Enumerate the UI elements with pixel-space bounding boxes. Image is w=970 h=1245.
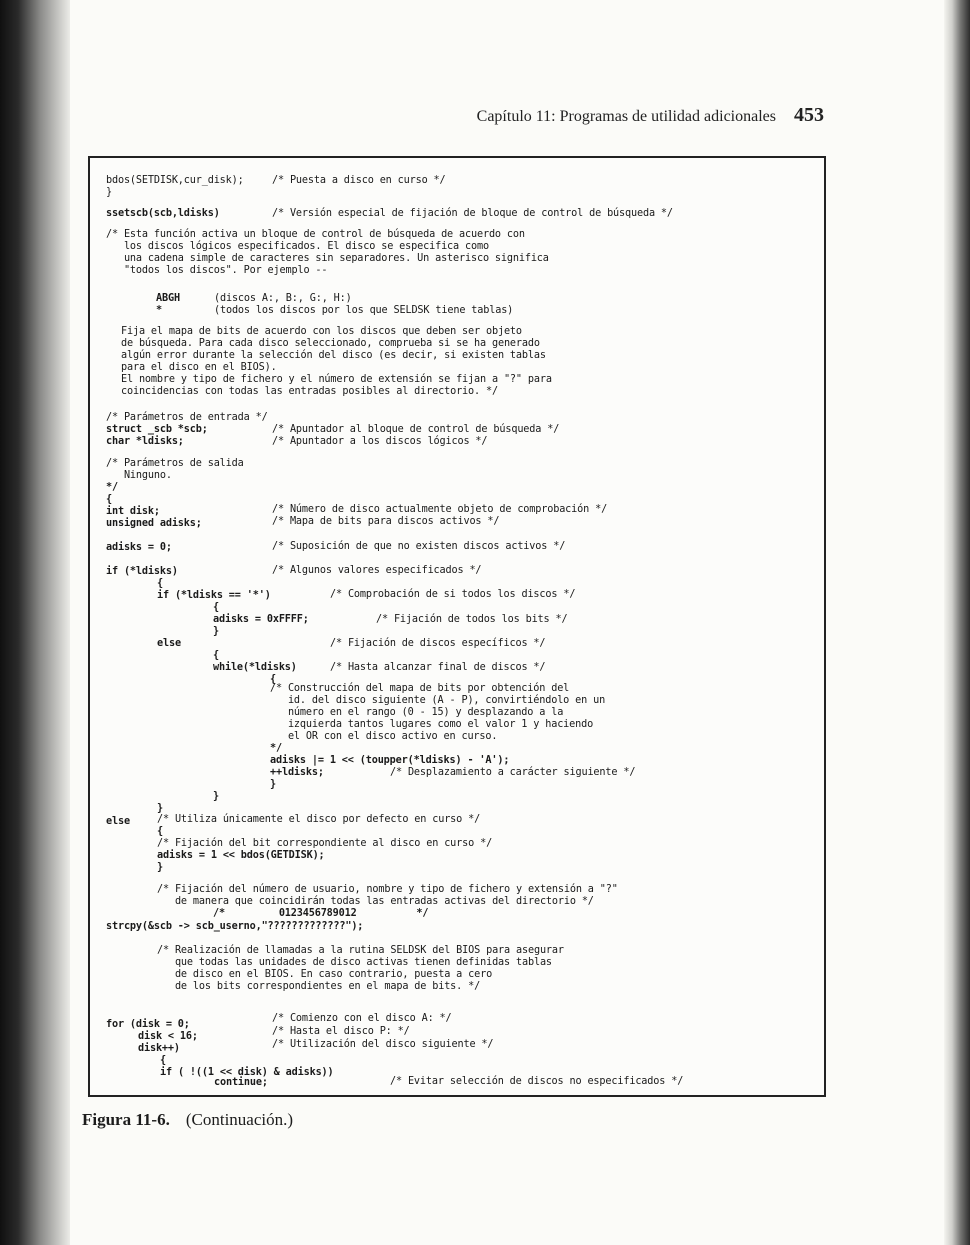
code-line: { xyxy=(157,826,163,837)
figure-caption xyxy=(82,1110,293,1130)
code-line: int disk; xyxy=(106,506,160,517)
code-line: /* Comprobación de si todos los discos */ xyxy=(330,589,576,600)
code-line: /* 0123456789012 */ xyxy=(213,908,429,919)
code-line: for (disk = 0; xyxy=(106,1019,190,1030)
code-line: /* Desplazamiento a carácter siguiente */ xyxy=(390,767,636,778)
code-line: "todos los discos". Por ejemplo -- xyxy=(106,265,328,276)
code-line: disk < 16; xyxy=(138,1031,198,1042)
code-line: de los bits correspondientes en el mapa de bits. */ xyxy=(157,981,481,992)
code-line: ABGH xyxy=(156,293,180,304)
code-line: } xyxy=(213,791,219,802)
code-line: } xyxy=(157,862,163,873)
code-line: adisks |= 1 << (toupper(*ldisks) - 'A'); xyxy=(270,755,510,766)
code-line: adisks = 0xFFFF; xyxy=(213,614,309,625)
code-line: /* Parámetros de salida xyxy=(106,458,244,469)
code-line: else xyxy=(106,816,130,827)
code-line: una cadena simple de caracteres sin separadores. Un asterisco significa xyxy=(106,253,549,264)
code-line: { xyxy=(270,674,276,685)
code-line: adisks = 1 << bdos(GETDISK); xyxy=(157,850,325,861)
code-line: /* Apuntador a los discos lógicos */ xyxy=(272,436,488,447)
code-line: de búsqueda. Para cada disco seleccionado, comprueba si se ha generado xyxy=(121,338,540,349)
code-line: /* Apuntador al bloque de control de búsqueda */ xyxy=(272,424,560,435)
code-line: if ( !((1 << disk) & adisks)) xyxy=(160,1067,334,1078)
code-line: if (*ldisks == '*') xyxy=(157,590,271,601)
code-line: /* Versión especial de fijación de bloque de control de búsqueda */ xyxy=(272,208,673,219)
code-line: * xyxy=(156,305,162,316)
chapter-title: Capítulo 11: Programas de utilidad adicionales xyxy=(476,108,776,125)
code-line: el OR con el disco activo en curso. xyxy=(270,731,498,742)
code-line: de disco en el BIOS. En caso contrario, puesta a cero xyxy=(157,969,493,980)
code-line: /* Fijación de todos los bits */ xyxy=(376,614,568,625)
code-line: algún error durante la selección del disco (es decir, si existen tablas xyxy=(121,350,546,361)
code-line: coincidencias con todas las entradas posibles al directorio. */ xyxy=(121,386,498,397)
code-line: /* Utilización del disco siguiente */ xyxy=(272,1039,494,1050)
code-line: Ninguno. xyxy=(106,470,172,481)
code-line: /* Suposición de que no existen discos activos */ xyxy=(272,541,566,552)
code-line: { xyxy=(157,578,163,589)
code-line: { xyxy=(213,602,219,613)
code-line: número en el rango (0 - 15) y desplazando a la xyxy=(270,707,564,718)
code-line: los discos lógicos especificados. El disco se especifica como xyxy=(106,241,489,252)
code-line: /* Hasta el disco P: */ xyxy=(272,1026,410,1037)
code-line: { xyxy=(160,1055,166,1066)
code-line: /* Fijación de discos específicos */ xyxy=(330,638,546,649)
code-line: /* Hasta alcanzar final de discos */ xyxy=(330,662,546,673)
code-line: /* Fijación del bit correspondiente al disco en curso */ xyxy=(157,838,493,849)
code-line: El nombre y tipo de fichero y el número de extensión se fijan a "?" para xyxy=(121,374,552,385)
code-line: /* Construcción del mapa de bits por obtención del xyxy=(270,683,570,694)
code-line: */ xyxy=(106,482,118,493)
code-line: char *ldisks; xyxy=(106,436,184,447)
code-line: } xyxy=(213,626,219,637)
code-line: continue; xyxy=(214,1077,268,1088)
code-line: Fija el mapa de bits de acuerdo con los discos que deben ser objeto xyxy=(121,326,522,337)
code-line: izquierda tantos lugares como el valor 1 y haciendo xyxy=(270,719,594,730)
code-line: ++ldisks; xyxy=(270,767,324,778)
code-line: { xyxy=(106,494,112,505)
code-line: (discos A:, B:, G:, H:) xyxy=(214,293,352,304)
code-line: ssetscb(scb,ldisks) xyxy=(106,208,220,219)
code-line: de manera que coincidirán todas las entradas activas del directorio */ xyxy=(157,896,594,907)
code-line: para el disco en el BIOS). xyxy=(121,362,277,373)
code-line: */ xyxy=(270,743,282,754)
code-line: adisks = 0; xyxy=(106,542,172,553)
code-line: /* Comienzo con el disco A: */ xyxy=(272,1013,452,1024)
figure-caption-text: (Continuación.) xyxy=(185,1110,294,1129)
code-line: (todos los discos por los que SELDSK tiene tablas) xyxy=(214,305,514,316)
code-line: /* Mapa de bits para discos activos */ xyxy=(272,516,500,527)
code-line: } xyxy=(106,187,112,198)
code-line: } xyxy=(157,803,163,814)
code-line: struct _scb *scb; xyxy=(106,424,208,435)
code-line: else xyxy=(157,638,181,649)
code-line: strcpy(&scb -> scb_userno,"?????????????"); xyxy=(106,921,364,932)
code-line: id. del disco siguiente (A - P), convirtiéndolo en un xyxy=(270,695,606,706)
code-line: bdos(SETDISK,cur_disk); xyxy=(106,175,244,186)
code-line: /* Número de disco actualmente objeto de comprobación */ xyxy=(272,504,608,515)
code-line: unsigned adisks; xyxy=(106,518,202,529)
code-line: } xyxy=(270,779,276,790)
code-line: /* Algunos valores especificados */ xyxy=(272,565,482,576)
code-line: disk++) xyxy=(138,1043,180,1054)
code-line: /* Fijación del número de usuario, nombre y tipo de fichero y extensión a "?" xyxy=(157,884,618,895)
code-line: { xyxy=(213,650,219,661)
code-line: while(*ldisks) xyxy=(213,662,297,673)
figure-label: Figura 11-6. xyxy=(82,1110,170,1129)
code-line: /* Evitar selección de discos no especificados */ xyxy=(390,1076,684,1087)
code-line: /* Utiliza únicamente el disco por defecto en curso */ xyxy=(157,814,481,825)
code-line: /* Realización de llamadas a la rutina SELDSK del BIOS para asegurar xyxy=(157,945,564,956)
page-edge xyxy=(944,0,970,1245)
code-line: /* Parámetros de entrada */ xyxy=(106,412,268,423)
page-number: 453 xyxy=(794,104,824,126)
code-line: /* Puesta a disco en curso */ xyxy=(272,175,446,186)
code-line: que todas las unidades de disco activas tienen definidas tablas xyxy=(157,957,552,968)
running-header xyxy=(452,104,824,130)
code-line: if (*ldisks) xyxy=(106,566,178,577)
book-gutter-shadow xyxy=(0,0,70,1245)
code-line: /* Esta función activa un bloque de control de búsqueda de acuerdo con xyxy=(106,229,525,240)
